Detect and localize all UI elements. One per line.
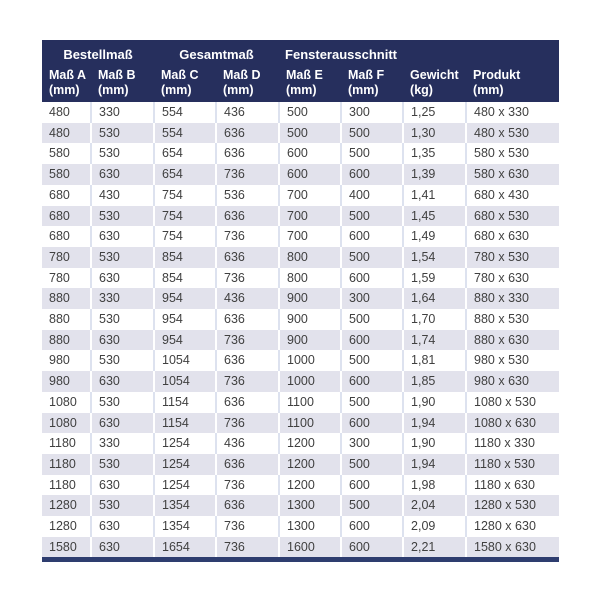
table-cell: 636	[216, 350, 279, 371]
column-unit: (kg)	[410, 83, 433, 97]
table-cell: 736	[216, 516, 279, 537]
table-cell: 680	[42, 206, 91, 227]
table-cell: 636	[216, 454, 279, 475]
table-cell: 2,21	[403, 537, 466, 560]
table-cell: 900	[279, 330, 341, 351]
table-row	[42, 516, 559, 537]
table-cell: 500	[341, 143, 403, 164]
table-cell: 1100	[279, 413, 341, 434]
column-header-produkt	[466, 62, 559, 102]
table-cell: 554	[154, 102, 216, 123]
table-cell: 700	[279, 226, 341, 247]
table-row	[42, 454, 559, 475]
table-row	[42, 288, 559, 309]
table-cell: 630	[91, 330, 154, 351]
table-cell: 580 x 630	[466, 164, 559, 185]
table-cell: 500	[341, 495, 403, 516]
table-cell: 1254	[154, 454, 216, 475]
table-cell: 630	[91, 475, 154, 496]
table-cell: 2,09	[403, 516, 466, 537]
table-cell: 1080	[42, 392, 91, 413]
column-unit: (mm)	[161, 83, 192, 97]
table-cell: 630	[91, 413, 154, 434]
table-cell: 1,74	[403, 330, 466, 351]
table-row	[42, 371, 559, 392]
table-cell: 630	[91, 164, 154, 185]
table-cell: 1,94	[403, 454, 466, 475]
column-header-mass-e	[279, 62, 341, 102]
table-row	[42, 164, 559, 185]
column-header-mass-c	[154, 62, 216, 102]
table-cell: 436	[216, 102, 279, 123]
table-cell: 1300	[279, 495, 341, 516]
table-cell: 436	[216, 288, 279, 309]
column-unit: (mm)	[286, 83, 317, 97]
table-cell: 530	[91, 495, 154, 516]
table-cell: 1100	[279, 392, 341, 413]
column-unit: (mm)	[473, 83, 504, 97]
column-label: Maß A	[49, 68, 87, 82]
table-cell: 580	[42, 164, 91, 185]
table-cell: 736	[216, 164, 279, 185]
table-cell: 780	[42, 268, 91, 289]
table-cell: 1,39	[403, 164, 466, 185]
table-cell: 800	[279, 268, 341, 289]
table-cell: 1,59	[403, 268, 466, 289]
column-header-mass-a	[42, 62, 91, 102]
table-cell: 600	[341, 413, 403, 434]
table-cell: 680	[42, 185, 91, 206]
table-cell: 636	[216, 247, 279, 268]
group-header-empty	[403, 40, 559, 62]
table-cell: 1280 x 530	[466, 495, 559, 516]
table-cell: 736	[216, 330, 279, 351]
table-cell: 1354	[154, 495, 216, 516]
table-cell: 600	[341, 226, 403, 247]
table-cell: 736	[216, 371, 279, 392]
table-cell: 980	[42, 371, 91, 392]
table-cell: 680 x 430	[466, 185, 559, 206]
table-cell: 1580 x 630	[466, 537, 559, 560]
column-label: Gewicht	[410, 68, 459, 82]
table-cell: 300	[341, 433, 403, 454]
group-header-row	[42, 40, 559, 62]
table-cell: 654	[154, 164, 216, 185]
table-cell: 330	[91, 102, 154, 123]
table-cell: 330	[91, 288, 154, 309]
column-label: Maß E	[286, 68, 323, 82]
table-row	[42, 143, 559, 164]
table-cell: 500	[341, 123, 403, 144]
table-cell: 600	[341, 330, 403, 351]
column-header-mass-f	[341, 62, 403, 102]
table-cell: 1,90	[403, 392, 466, 413]
table-cell: 480 x 530	[466, 123, 559, 144]
table-cell: 630	[91, 516, 154, 537]
table-row	[42, 475, 559, 496]
table-row	[42, 413, 559, 434]
table-cell: 1,85	[403, 371, 466, 392]
table-cell: 880	[42, 288, 91, 309]
table-cell: 680	[42, 226, 91, 247]
table-row	[42, 433, 559, 454]
table-cell: 530	[91, 123, 154, 144]
table-cell: 436	[216, 433, 279, 454]
table-cell: 600	[341, 516, 403, 537]
column-header-row	[42, 62, 559, 102]
table-cell: 530	[91, 206, 154, 227]
table-cell: 1,30	[403, 123, 466, 144]
table-cell: 754	[154, 185, 216, 206]
table-cell: 554	[154, 123, 216, 144]
column-unit: (mm)	[98, 83, 129, 97]
table-cell: 1,41	[403, 185, 466, 206]
table-cell: 754	[154, 226, 216, 247]
group-header-gesamtmass: Gesamtmaß	[154, 40, 279, 62]
table-cell: 500	[341, 392, 403, 413]
table-cell: 736	[216, 268, 279, 289]
table-cell: 900	[279, 309, 341, 330]
table-cell: 736	[216, 413, 279, 434]
table-cell: 1180 x 630	[466, 475, 559, 496]
table-cell: 630	[91, 268, 154, 289]
table-cell: 500	[341, 247, 403, 268]
table-cell: 1080 x 630	[466, 413, 559, 434]
table-cell: 636	[216, 392, 279, 413]
table-cell: 400	[341, 185, 403, 206]
table-cell: 500	[341, 206, 403, 227]
table-cell: 680 x 530	[466, 206, 559, 227]
group-header-bestellmass: Bestellmaß	[42, 40, 154, 62]
table-cell: 1000	[279, 371, 341, 392]
table-cell: 530	[91, 350, 154, 371]
table-cell: 300	[341, 102, 403, 123]
table-cell: 500	[341, 350, 403, 371]
table-cell: 600	[341, 537, 403, 560]
table-cell: 1154	[154, 413, 216, 434]
column-label: Maß B	[98, 68, 136, 82]
table-cell: 1,70	[403, 309, 466, 330]
table-cell: 1180	[42, 454, 91, 475]
table-cell: 330	[91, 433, 154, 454]
table-cell: 300	[341, 288, 403, 309]
table-cell: 600	[341, 164, 403, 185]
table-cell: 1,49	[403, 226, 466, 247]
table-cell: 1,94	[403, 413, 466, 434]
table-cell: 600	[341, 475, 403, 496]
table-cell: 880 x 630	[466, 330, 559, 351]
table-cell: 636	[216, 206, 279, 227]
table-cell: 954	[154, 288, 216, 309]
table-cell: 1,25	[403, 102, 466, 123]
column-unit: (mm)	[348, 83, 379, 97]
table-cell: 480 x 330	[466, 102, 559, 123]
column-header-gewicht	[403, 62, 466, 102]
table-cell: 680 x 630	[466, 226, 559, 247]
table-cell: 736	[216, 475, 279, 496]
table-cell: 600	[341, 268, 403, 289]
table-cell: 530	[91, 392, 154, 413]
table-cell: 800	[279, 247, 341, 268]
table-cell: 780 x 630	[466, 268, 559, 289]
table-row	[42, 350, 559, 371]
table-row	[42, 185, 559, 206]
table-cell: 636	[216, 495, 279, 516]
table-cell: 1200	[279, 454, 341, 475]
table-cell: 1600	[279, 537, 341, 560]
column-label: Maß F	[348, 68, 385, 82]
table-cell: 1000	[279, 350, 341, 371]
table-cell: 1254	[154, 475, 216, 496]
table-cell: 600	[279, 143, 341, 164]
table-cell: 630	[91, 226, 154, 247]
table-cell: 880 x 330	[466, 288, 559, 309]
table-cell: 880	[42, 309, 91, 330]
table-header	[42, 40, 559, 102]
table-cell: 530	[91, 143, 154, 164]
table-row	[42, 309, 559, 330]
table-cell: 780	[42, 247, 91, 268]
table-cell: 500	[279, 123, 341, 144]
column-label: Produkt	[473, 68, 521, 82]
column-header-mass-d	[216, 62, 279, 102]
table-cell: 636	[216, 123, 279, 144]
table-row	[42, 226, 559, 247]
table-cell: 580	[42, 143, 91, 164]
table-cell: 1254	[154, 433, 216, 454]
table-cell: 1,54	[403, 247, 466, 268]
column-unit: (mm)	[223, 83, 254, 97]
table-cell: 1080	[42, 413, 91, 434]
table-cell: 736	[216, 226, 279, 247]
table-cell: 1054	[154, 350, 216, 371]
table-cell: 780 x 530	[466, 247, 559, 268]
table-cell: 1280 x 630	[466, 516, 559, 537]
table-cell: 954	[154, 309, 216, 330]
table-cell: 980	[42, 350, 91, 371]
table-cell: 1654	[154, 537, 216, 560]
table-cell: 480	[42, 123, 91, 144]
table-cell: 630	[91, 537, 154, 560]
table-cell: 1354	[154, 516, 216, 537]
table-cell: 480	[42, 102, 91, 123]
table-body	[42, 102, 559, 560]
table-cell: 1054	[154, 371, 216, 392]
table-cell: 700	[279, 206, 341, 227]
table-cell: 500	[341, 309, 403, 330]
table-cell: 1,45	[403, 206, 466, 227]
table-cell: 1280	[42, 516, 91, 537]
table-cell: 1300	[279, 516, 341, 537]
table-cell: 880 x 530	[466, 309, 559, 330]
table-cell: 854	[154, 247, 216, 268]
table-row	[42, 247, 559, 268]
table-cell: 980 x 630	[466, 371, 559, 392]
table-cell: 500	[279, 102, 341, 123]
table-cell: 600	[279, 164, 341, 185]
table-cell: 1,90	[403, 433, 466, 454]
table-cell: 1,98	[403, 475, 466, 496]
group-header-fensterausschnitt: Fensterausschnitt	[279, 40, 403, 62]
table-cell: 530	[91, 247, 154, 268]
column-header-mass-b	[91, 62, 154, 102]
table-cell: 1180 x 330	[466, 433, 559, 454]
column-unit: (mm)	[49, 83, 80, 97]
table-cell: 536	[216, 185, 279, 206]
table-cell: 2,04	[403, 495, 466, 516]
table-cell: 900	[279, 288, 341, 309]
product-size-table	[42, 40, 559, 562]
table-cell: 530	[91, 454, 154, 475]
table-cell: 630	[91, 371, 154, 392]
table-cell: 980 x 530	[466, 350, 559, 371]
table-row	[42, 330, 559, 351]
table-cell: 954	[154, 330, 216, 351]
table-cell: 1080 x 530	[466, 392, 559, 413]
table-cell: 430	[91, 185, 154, 206]
table-cell: 1200	[279, 475, 341, 496]
table-row	[42, 537, 559, 560]
table-cell: 1580	[42, 537, 91, 560]
column-label: Maß D	[223, 68, 261, 82]
table-cell: 600	[341, 371, 403, 392]
table-row	[42, 495, 559, 516]
table-cell: 654	[154, 143, 216, 164]
table-cell: 530	[91, 309, 154, 330]
table-cell: 1,64	[403, 288, 466, 309]
table-cell: 736	[216, 537, 279, 560]
table-cell: 636	[216, 143, 279, 164]
table-cell: 1200	[279, 433, 341, 454]
table-cell: 1180	[42, 475, 91, 496]
column-label: Maß C	[161, 68, 199, 82]
table-cell: 1,35	[403, 143, 466, 164]
table-cell: 580 x 530	[466, 143, 559, 164]
table-cell: 500	[341, 454, 403, 475]
table-cell: 1180	[42, 433, 91, 454]
table-row	[42, 392, 559, 413]
table-cell: 1280	[42, 495, 91, 516]
table-cell: 754	[154, 206, 216, 227]
table-row	[42, 268, 559, 289]
table-cell: 1180 x 530	[466, 454, 559, 475]
table-row	[42, 102, 559, 123]
table-cell: 1154	[154, 392, 216, 413]
table-cell: 1,81	[403, 350, 466, 371]
table-cell: 880	[42, 330, 91, 351]
table-cell: 854	[154, 268, 216, 289]
table-row	[42, 123, 559, 144]
table-row	[42, 206, 559, 227]
table-cell: 700	[279, 185, 341, 206]
table-cell: 636	[216, 309, 279, 330]
